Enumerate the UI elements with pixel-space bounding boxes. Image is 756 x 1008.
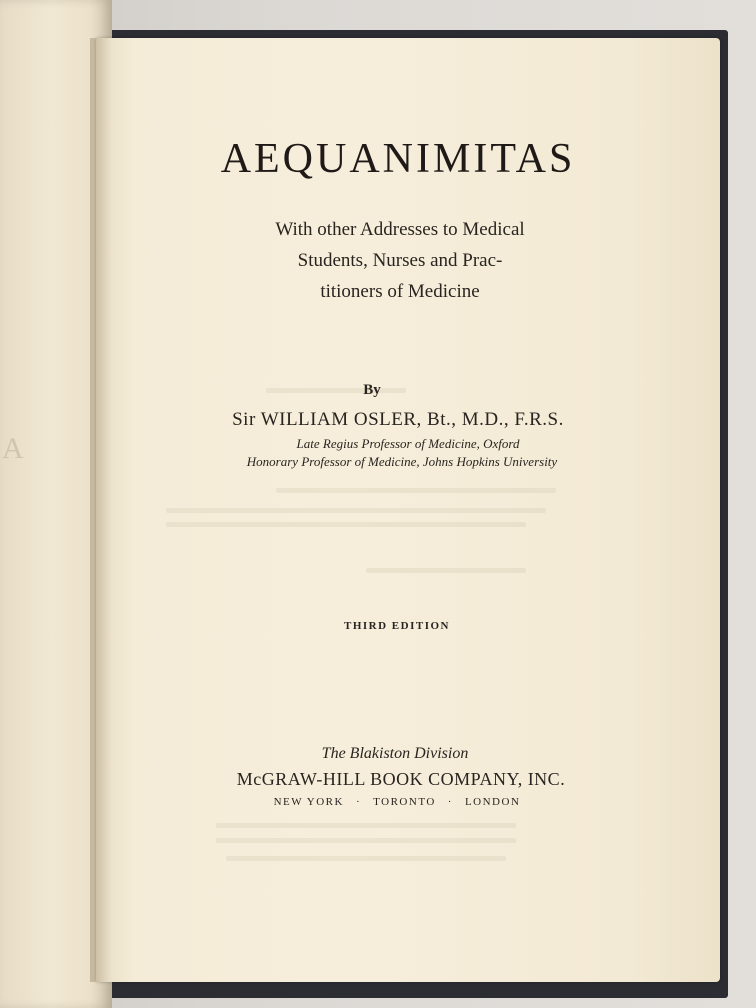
subtitle-line: titioners of Medicine	[320, 281, 480, 302]
by-line: By	[363, 382, 381, 398]
city: TORONTO	[373, 796, 436, 808]
publisher-name: McGRAW-HILL BOOK COMPANY, INC.	[236, 769, 566, 789]
author-credit: Honorary Professor of Medicine, Johns Hopkins University	[246, 454, 558, 469]
author-credit: Late Regius Professor of Medicine, Oxford	[296, 436, 520, 451]
left-page-show-through: A	[2, 432, 24, 465]
separator-dot: ·	[355, 796, 362, 808]
book-subtitle	[88, 214, 712, 307]
show-through-mark	[276, 488, 556, 493]
title-page	[96, 38, 720, 982]
show-through-mark	[226, 856, 506, 861]
show-through-mark	[166, 508, 546, 513]
show-through-mark	[366, 568, 526, 573]
show-through-mark	[166, 522, 526, 527]
publisher-division: The Blakiston Division	[321, 745, 469, 762]
publisher-cities	[85, 796, 709, 808]
edition-label: THIRD EDITION	[344, 620, 450, 632]
separator-dot: ·	[447, 796, 453, 808]
show-through-mark	[216, 823, 516, 828]
book-title: AEQUANIMITAS	[220, 136, 576, 182]
city: LONDON	[464, 796, 521, 808]
show-through-mark	[216, 838, 516, 843]
author-name: Sir WILLIAM OSLER, Bt., M.D., F.R.S.	[232, 409, 564, 430]
gutter-shadow	[90, 38, 112, 982]
subtitle-line: With other Addresses to Medical	[275, 219, 525, 240]
city: NEW YORK	[273, 796, 344, 808]
subtitle-line: Students, Nurses and Prac-	[297, 250, 503, 271]
